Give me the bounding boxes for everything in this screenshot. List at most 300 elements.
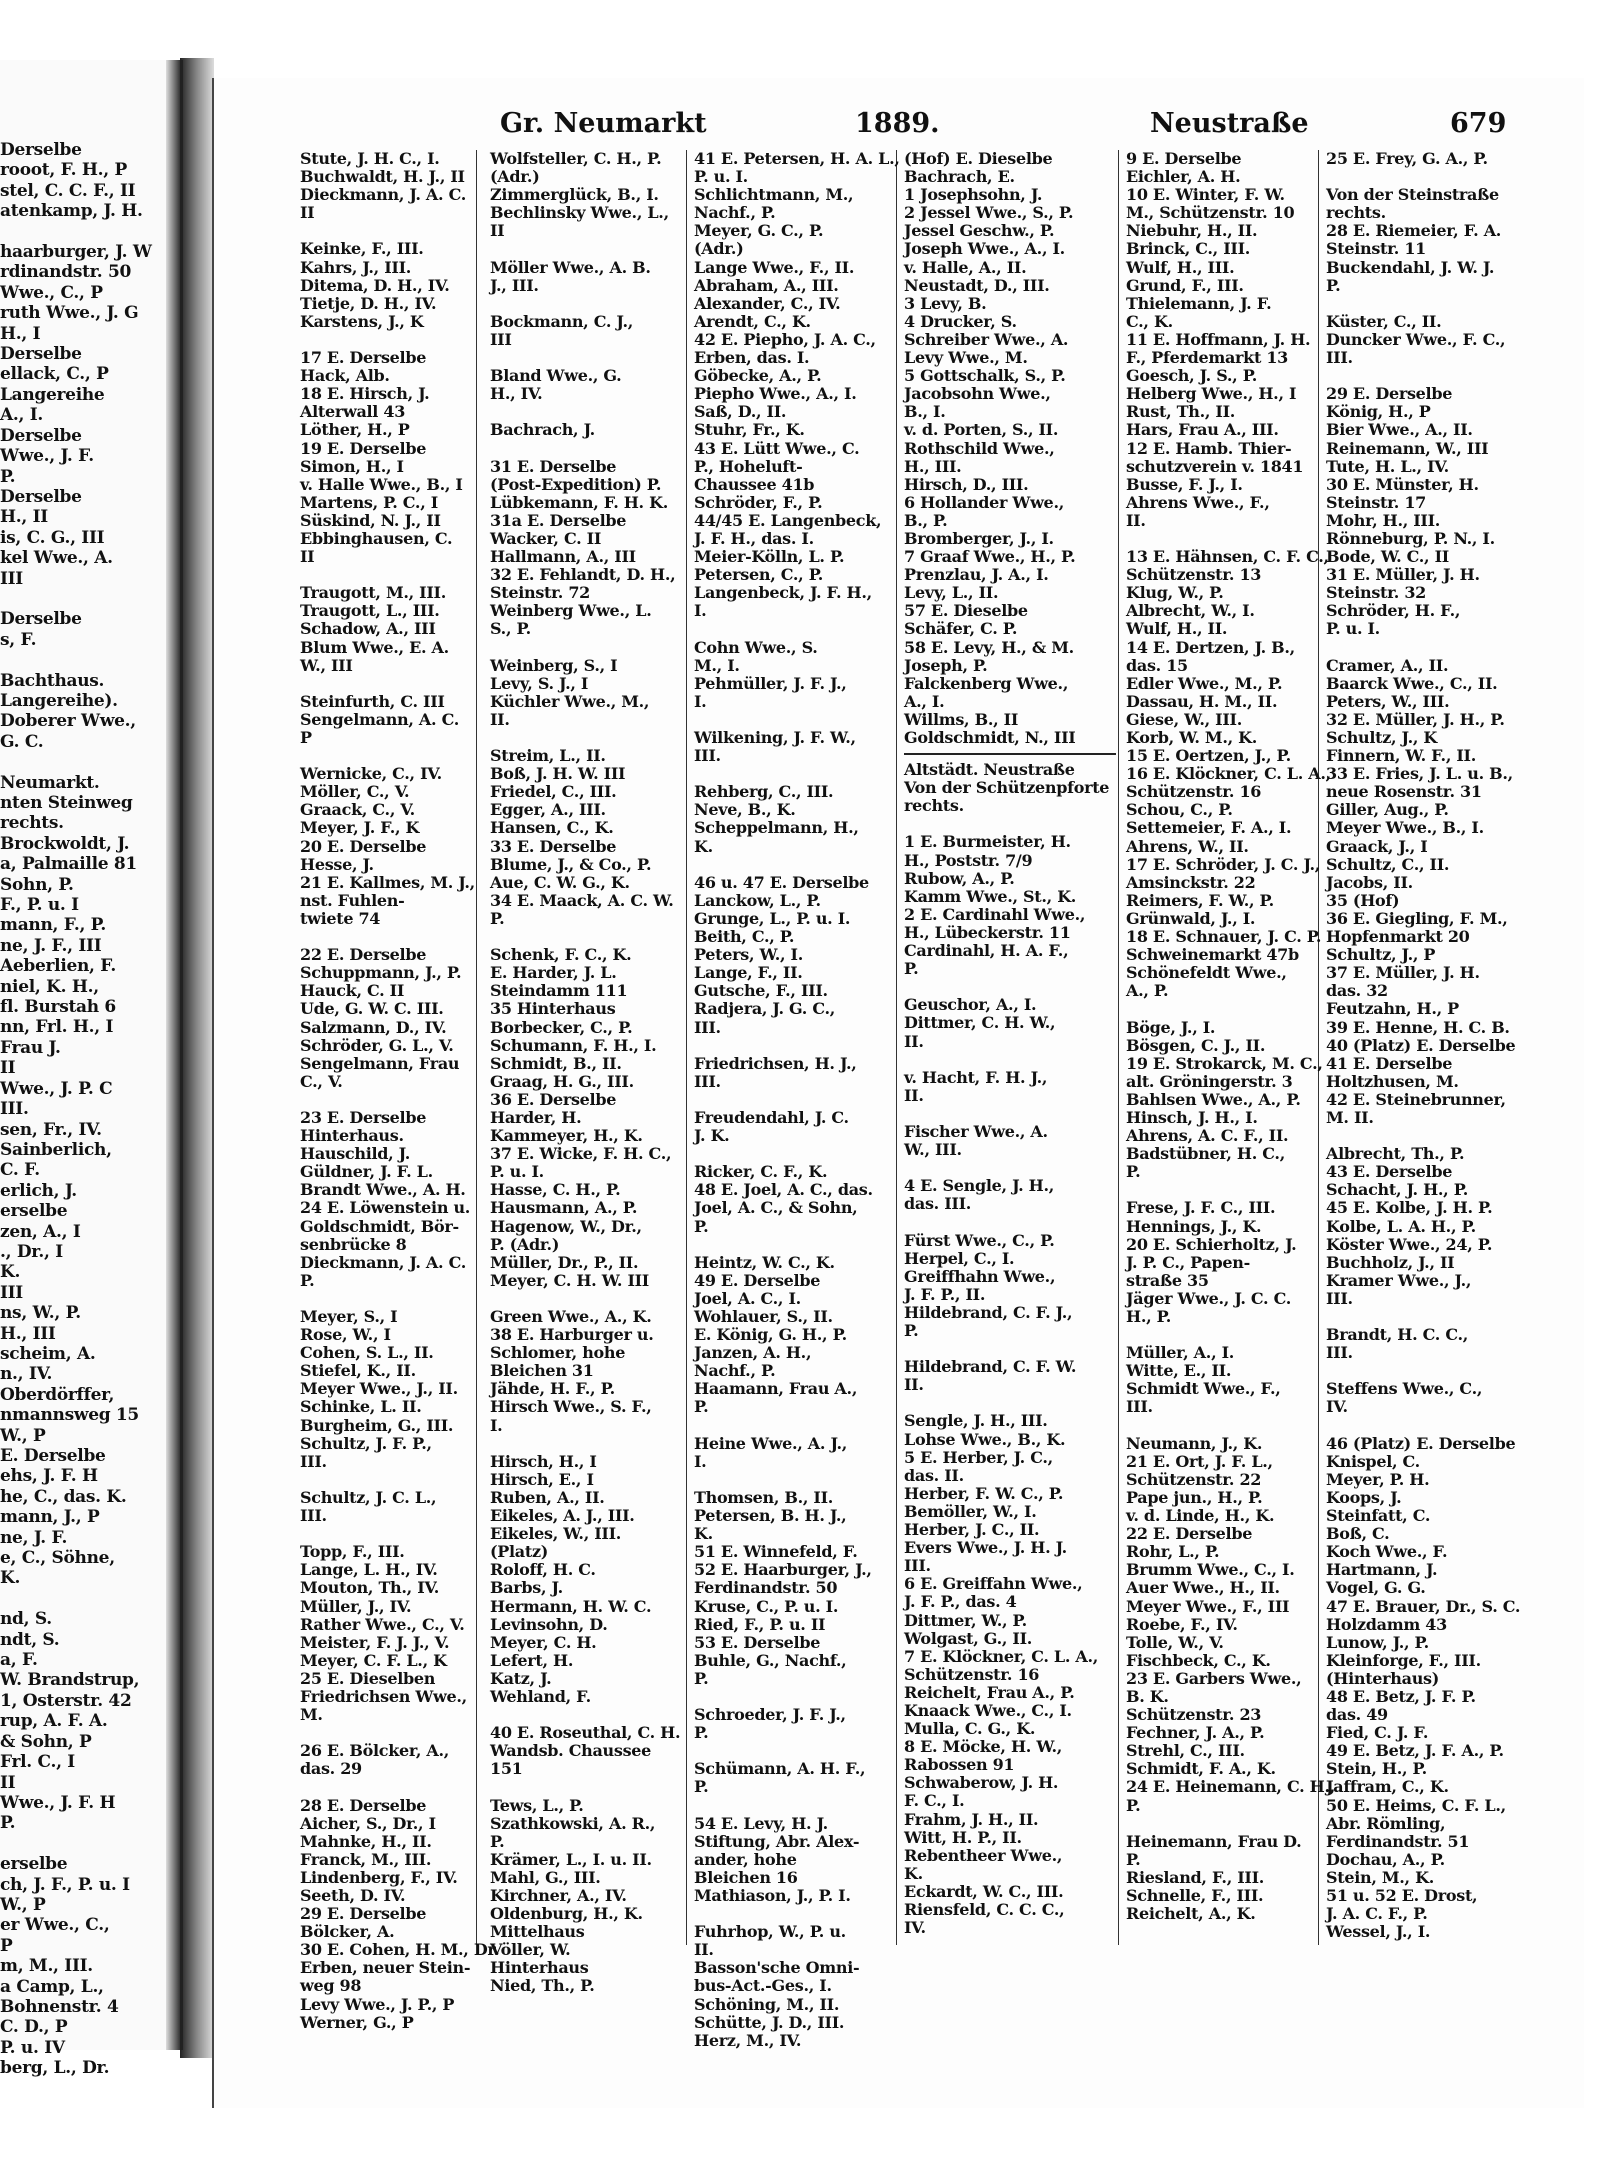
directory-entry: Joel, A. C., I.: [694, 1288, 801, 1308]
directory-entry: 16 E. Klöckner, C. L. A.,: [1126, 764, 1331, 784]
directory-entry: Sengelmann, Frau: [300, 1053, 460, 1073]
directory-entry: 4 E. Sengle, J. H.,: [904, 1176, 1055, 1196]
directory-entry: Goldschmidt, N., III: [904, 728, 1076, 747]
directory-entry: neue Rosenstr. 31: [1326, 782, 1482, 802]
directory-entry: Schadow, A., III: [300, 619, 436, 639]
directory-entry: Holtzhusen, M.: [1326, 1071, 1459, 1091]
directory-entry: Schacht, J. H., P.: [1326, 1180, 1469, 1200]
directory-entry: Harder, H.: [490, 1107, 582, 1127]
directory-entry: F. C., I.: [904, 1791, 965, 1811]
directory-entry: Greiffhahn Wwe.,: [904, 1266, 1056, 1286]
directory-entry: 1 Josephsohn, J.: [904, 185, 1043, 205]
directory-entry: J. F. P., II.: [904, 1284, 986, 1304]
directory-entry: Goesch, J. S., P.: [1126, 366, 1258, 386]
directory-entry: Chaussee 41b: [694, 474, 815, 494]
directory-entry: Buchholz, J., II: [1326, 1252, 1455, 1272]
directory-entry: Tews, L., P.: [490, 1795, 584, 1815]
directory-entry: 29 E. Derselbe: [300, 1904, 427, 1924]
directory-entry: Edler Wwe., M., P.: [1126, 673, 1283, 693]
directory-column-3: [694, 149, 900, 2050]
directory-entry: 32 E. Müller, J. H., P.: [1326, 709, 1505, 729]
directory-entry: 2 E. Cardinahl Wwe.,: [904, 904, 1086, 924]
directory-entry: Schützenstr. 23: [1126, 1705, 1262, 1725]
directory-entry: Niebuhr, H., II.: [1126, 221, 1258, 241]
directory-entry: 24 E. Heinemann, C. H.,: [1126, 1777, 1336, 1797]
directory-entry: Bachrach, J.: [490, 420, 595, 440]
directory-entry: Wilkening, J. F. W.,: [694, 728, 856, 747]
directory-entry: P. u. I.: [1326, 619, 1380, 639]
left-page-line: n., IV.: [0, 1364, 53, 1385]
directory-entry: P.: [904, 959, 919, 979]
left-page-line: ellack, C., P: [0, 364, 109, 385]
directory-entry: das. 15: [1126, 655, 1188, 675]
directory-entry: Schinke, L. II.: [300, 1397, 422, 1417]
directory-entry: 28 E. Derselbe: [300, 1795, 427, 1815]
directory-entry: 46 (Platz) E. Derselbe: [1326, 1433, 1516, 1453]
directory-entry: 51 E. Winnefeld, F.: [694, 1542, 858, 1562]
left-page-line: ., Dr., I: [0, 1241, 63, 1262]
directory-entry: P.: [694, 1668, 709, 1688]
directory-entry: P.: [1126, 1162, 1141, 1182]
left-page-line: P.: [0, 1813, 16, 1834]
directory-entry: Jessel Geschw., P.: [904, 221, 1055, 241]
directory-entry: Stiefel, K., II.: [300, 1361, 416, 1381]
directory-entry: [1126, 530, 1318, 548]
directory-entry: Hinsch, J. H., I.: [1126, 1107, 1258, 1127]
directory-entry: Riesland, F., III.: [1126, 1867, 1265, 1887]
directory-entry: 33 E. Fries, J. L. u. B.,: [1326, 764, 1513, 784]
left-page-line: nmannsweg 15: [0, 1405, 139, 1426]
directory-entry: Hauschild, J.: [300, 1144, 410, 1164]
left-page-line: rup, A. F. A.: [0, 1711, 108, 1732]
directory-entry: Schultz, C., II.: [1326, 854, 1450, 874]
left-page-line: Wwe., J. F. H: [0, 1792, 116, 1813]
directory-entry: 36 E. Giegling, F. M.,: [1326, 908, 1508, 928]
directory-entry: P., Hoheluft-: [694, 456, 803, 476]
directory-entry: Vogel, G. G.: [1326, 1578, 1426, 1598]
directory-entry: 11 E. Hoffmann, J. H.: [1126, 329, 1311, 349]
directory-entry: Schwaberow, J. H.: [904, 1773, 1059, 1793]
directory-entry: P.: [904, 1321, 919, 1340]
directory-entry: Dieckmann, J. A. C.: [300, 185, 467, 205]
directory-entry: II: [490, 221, 505, 241]
directory-entry: Baarck Wwe., C., II.: [1326, 673, 1498, 693]
directory-entry: Mohr, H., III.: [1326, 510, 1441, 530]
directory-entry: Albrecht, Th., P.: [1326, 1144, 1465, 1164]
left-page-line: Bachthaus.: [0, 670, 105, 691]
directory-entry: Friedrichsen Wwe.,: [300, 1686, 467, 1706]
directory-entry: Ried, F., P. u. II: [694, 1614, 826, 1634]
directory-column-2: [490, 149, 690, 1996]
directory-entry: 20 E. Schierholtz, J.: [1126, 1234, 1297, 1254]
header-street-right: Neustraße: [1150, 108, 1309, 139]
left-page-line: kel Wwe., A.: [0, 548, 113, 569]
directory-entry: Wulf, H., II.: [1126, 619, 1228, 639]
directory-entry: Rebentheer Wwe.,: [904, 1845, 1063, 1865]
directory-entry: Bleichen 31: [490, 1361, 594, 1381]
directory-entry: Hennings, J., K.: [1126, 1216, 1262, 1236]
directory-entry: Wacker, C. II: [490, 528, 602, 548]
directory-entry: Reinemann, W., III: [1326, 438, 1489, 458]
directory-entry: Steindamm 111: [490, 981, 628, 1001]
directory-entry: Frahm, J. H., II.: [904, 1809, 1039, 1829]
directory-entry: 42 E. Piepho, J. A. C.,: [694, 329, 876, 349]
directory-entry: Nied, Th., P.: [490, 1976, 595, 1996]
directory-entry: [300, 1778, 484, 1796]
left-page-line: ch, J. F., P. u. I: [0, 1874, 130, 1895]
directory-entry: 5 E. Herber, J. C.,: [904, 1447, 1053, 1467]
directory-entry: Schöning, M., II.: [694, 1994, 840, 2014]
directory-entry: rechts.: [904, 796, 964, 816]
directory-entry: Pehmüller, J. F. J.,: [694, 673, 847, 693]
directory-entry: [694, 1797, 894, 1815]
directory-entry: Falckenberg Wwe.,: [904, 673, 1069, 693]
header-page-number: 679: [1450, 108, 1507, 139]
directory-entry: [300, 1290, 484, 1308]
directory-entry: [694, 620, 894, 638]
directory-entry: [490, 403, 690, 421]
directory-entry: Pape jun., H., P.: [1126, 1487, 1263, 1507]
left-page-line: Derselbe: [0, 344, 82, 365]
directory-entry: Steinstr. 17: [1326, 492, 1427, 512]
directory-entry: 17 E. Schröder, J. C. J.,: [1126, 854, 1321, 874]
directory-entry: III.: [300, 1451, 327, 1471]
directory-entry: Heinemann, Frau D.: [1126, 1831, 1302, 1851]
directory-entry: Lindenberg, F., IV.: [300, 1867, 458, 1887]
directory-entry: [1126, 1326, 1318, 1344]
directory-entry: Ude, G. W. C. III.: [300, 999, 444, 1019]
left-page-line: H., II: [0, 507, 48, 528]
directory-entry: [694, 1688, 894, 1706]
directory-entry: Badstübner, H. C.,: [1126, 1144, 1285, 1164]
directory-entry: III.: [1326, 1343, 1353, 1363]
directory-entry: [490, 1706, 690, 1724]
directory-entry: III.: [694, 746, 721, 766]
directory-entry: [694, 1417, 894, 1435]
directory-entry: Schlichtmann, M.,: [694, 185, 854, 205]
section-divider: [904, 753, 1116, 755]
directory-entry: Lange Wwe., F., II.: [694, 257, 855, 277]
left-page-line: atenkamp, J. H.: [0, 201, 143, 222]
directory-entry: Ferdinandstr. 50: [694, 1578, 838, 1598]
directory-entry: [1126, 1000, 1318, 1018]
directory-entry: III.: [904, 1556, 931, 1576]
directory-entry: [1326, 1417, 1526, 1435]
directory-entry: Brinck, C., III.: [1126, 239, 1251, 259]
directory-entry: Werner, G., P: [300, 2012, 414, 2032]
directory-entry: III.: [1326, 1288, 1353, 1308]
directory-entry: Bahlsen Wwe., A., P.: [1126, 1089, 1301, 1109]
directory-entry: Hirsch, D., III.: [904, 474, 1029, 494]
directory-entry: Jaffram, C., K.: [1326, 1777, 1449, 1797]
directory-entry: das. II.: [904, 1465, 964, 1485]
directory-entry: Küchler Wwe., M.,: [490, 691, 650, 711]
left-page-line: [0, 650, 160, 670]
directory-entry: Dittmer, C. H. W.,: [904, 1013, 1056, 1033]
directory-entry: H., IV.: [490, 384, 543, 404]
directory-entry: Lange, L. H., IV.: [300, 1560, 438, 1580]
directory-entry: Stein, H., P.: [1326, 1759, 1427, 1779]
directory-entry: Ruben, A., II.: [490, 1487, 605, 1507]
directory-entry: [1326, 168, 1526, 186]
left-page-line: G. C.: [0, 731, 44, 752]
left-page-line: W., P: [0, 1425, 46, 1446]
directory-entry: 36 E. Derselbe: [490, 1089, 617, 1109]
left-page-line: Derselbe: [0, 425, 82, 446]
directory-entry: [694, 1091, 894, 1109]
directory-entry: 2 Jessel Wwe., S., P.: [904, 203, 1074, 223]
directory-entry: Thomsen, B., II.: [694, 1487, 834, 1507]
left-page-line: rooot, F. H., P: [0, 160, 127, 181]
directory-entry: Bechlinsky Wwe., L.,: [490, 203, 669, 223]
directory-entry: Fürst Wwe., C., P.: [904, 1230, 1055, 1250]
directory-entry: W., III: [300, 655, 353, 675]
directory-entry: Hartmann, J.: [1326, 1560, 1438, 1580]
directory-entry: Abraham, A., III.: [694, 275, 839, 295]
directory-entry: Reichelt, A., K.: [1126, 1904, 1256, 1924]
directory-entry: Schweinemarkt 47b: [1126, 945, 1299, 965]
directory-entry: Ricker, C. F., K.: [694, 1162, 828, 1182]
directory-entry: Meister, F. J. J., V.: [300, 1632, 450, 1652]
directory-entry: J. F. P., das. 4: [904, 1592, 1017, 1612]
directory-entry: H., Lübeckerstr. 11: [904, 922, 1071, 942]
directory-entry: 57 E. Dieselbe: [904, 601, 1028, 621]
left-page-line: P: [0, 1935, 13, 1956]
directory-entry: F., Pferdemarkt 13: [1126, 348, 1288, 368]
directory-entry: Frese, J. F. C., III.: [1126, 1198, 1276, 1218]
directory-entry: P.: [694, 1397, 709, 1417]
directory-entry: Hars, Frau A., III.: [1126, 420, 1279, 440]
directory-entry: 50 E. Heims, C. F. L.,: [1326, 1795, 1506, 1815]
directory-entry: Cramer, A., II.: [1326, 655, 1449, 675]
left-page-line: niel, K. H.,: [0, 976, 99, 997]
directory-entry: [300, 1471, 484, 1489]
directory-entry: Levy, S. J., I: [490, 673, 589, 693]
directory-entry: Hopfenmarkt 20: [1326, 927, 1470, 947]
directory-entry: 14 E. Dertzen, J. B.,: [1126, 637, 1295, 657]
directory-entry: [694, 1236, 894, 1254]
directory-entry: [490, 729, 690, 747]
directory-entry: Herber, F. W. C., P.: [904, 1483, 1064, 1503]
left-page-line: Frau J.: [0, 1037, 61, 1058]
directory-entry: Wolfsteller, C. H., P.: [490, 149, 662, 168]
directory-entry: Schützenstr. 22: [1126, 1469, 1262, 1489]
directory-entry: P. u. I.: [490, 1162, 544, 1182]
directory-entry: Traugott, M., III.: [300, 583, 446, 603]
directory-entry: Lanckow, L., P.: [694, 890, 821, 910]
directory-entry: Fechner, J. A., P.: [1126, 1723, 1265, 1743]
directory-entry: bus-Act.-Ges., I.: [694, 1976, 832, 1996]
header-year: 1889.: [855, 108, 940, 139]
directory-entry: Rather Wwe., C., V.: [300, 1614, 465, 1634]
directory-entry: [1326, 1362, 1526, 1380]
directory-entry: [300, 928, 484, 946]
directory-entry: Mouton, Th., IV.: [300, 1578, 439, 1598]
directory-entry: K.: [694, 1524, 713, 1544]
directory-entry: Burgheim, G., III.: [300, 1415, 454, 1435]
directory-entry: Korb, W. M., K.: [1126, 728, 1258, 747]
directory-entry: Schmidt, F. A., K.: [1126, 1759, 1276, 1779]
directory-entry: Ahrens, A. C. F., II.: [1126, 1126, 1289, 1146]
directory-entry: K.: [904, 1863, 923, 1883]
directory-entry: 29 E. Derselbe: [1326, 384, 1453, 404]
directory-entry: [300, 1724, 484, 1742]
left-page-line: rdinandstr. 50: [0, 262, 132, 283]
left-page-line: Langereihe).: [0, 690, 118, 711]
directory-entry: Schönefeldt Wwe.,: [1126, 963, 1287, 983]
directory-entry: J. P. C., Papen-: [1126, 1252, 1250, 1272]
directory-entry: Aicher, S., Dr., I: [300, 1813, 436, 1833]
directory-entry: P.: [490, 908, 505, 928]
directory-entry: Eikeles, A. J., III.: [490, 1506, 635, 1526]
directory-entry: Hinterhaus.: [300, 1126, 404, 1146]
directory-entry: P.: [1126, 1849, 1141, 1869]
directory-entry: Alterwall 43: [300, 402, 406, 422]
left-page-line: he, C., das. K.: [0, 1486, 127, 1507]
directory-entry: Schröder, H. F.,: [1326, 601, 1461, 621]
directory-entry: Rabossen 91: [904, 1755, 1015, 1775]
directory-entry: Bode, W. C., II: [1326, 547, 1449, 567]
directory-entry: Mahl, G., III.: [490, 1867, 601, 1887]
directory-entry: III.: [300, 1506, 327, 1526]
page-header: [280, 108, 1507, 148]
directory-entry: Oldenburg, H., K.: [490, 1904, 643, 1924]
directory-entry: S., P.: [490, 619, 531, 639]
directory-entry: Kolbe, L. A. H., P.: [1326, 1216, 1476, 1236]
directory-entry: Schultz, J. F. P.,: [300, 1433, 432, 1453]
directory-entry: [694, 1905, 894, 1923]
directory-entry: Schumann, F. H., I.: [490, 1035, 657, 1055]
directory-entry: [1326, 295, 1526, 313]
directory-entry: Tute, H. L., IV.: [1326, 456, 1449, 476]
directory-entry: Klug, W., P.: [1126, 583, 1224, 603]
directory-entry: M., Schützenstr. 10: [1126, 203, 1295, 223]
directory-entry: C., K.: [1126, 311, 1173, 331]
directory-entry: Kahrs, J., III.: [300, 257, 412, 277]
directory-entry: [1326, 1308, 1526, 1326]
left-page-line: berg, L., Dr.: [0, 2058, 110, 2079]
directory-entry: Hirsch Wwe., S. F.,: [490, 1397, 652, 1417]
directory-entry: Jähde, H. F., P.: [490, 1379, 615, 1399]
directory-entry: [300, 747, 484, 765]
directory-entry: 23 E. Garbers Wwe.,: [1126, 1668, 1302, 1688]
directory-entry: v. Halle Wwe., B., I: [300, 474, 463, 494]
directory-entry: 151: [490, 1759, 523, 1779]
left-page-line: Sainberlich,: [0, 1139, 112, 1160]
directory-entry: Güldner, J. F. L.: [300, 1162, 433, 1182]
directory-entry: Hildebrand, C. F. J.,: [904, 1302, 1073, 1322]
directory-entry: 18 E. Schnauer, J. C. P.: [1126, 927, 1322, 947]
directory-entry: Mathiason, J., P. I.: [694, 1886, 851, 1905]
directory-entry: Schou, C., P.: [1126, 800, 1233, 820]
left-page-line: Frl. C., I: [0, 1752, 75, 1773]
directory-entry: Wessel, J., I.: [1326, 1922, 1431, 1942]
directory-entry: Graack, C., V.: [300, 800, 415, 820]
directory-entry: 8 E. Möcke, H. W.,: [904, 1737, 1063, 1757]
directory-entry: Meyer, C. F. L., K: [300, 1650, 447, 1670]
left-page-line: nd, S.: [0, 1609, 52, 1630]
directory-entry: 21 E. Kallmes, M. J.,: [300, 872, 475, 892]
directory-entry: II.: [904, 1375, 924, 1395]
directory-column-6: [1326, 150, 1526, 1950]
directory-entry: [1326, 367, 1526, 385]
directory-entry: Amsinckstr. 22: [1126, 872, 1256, 892]
directory-entry: v. Hacht, F. H. J.,: [904, 1067, 1048, 1087]
directory-entry: Ferdinandstr. 51: [1326, 1831, 1470, 1851]
directory-entry: [904, 1051, 1116, 1069]
directory-entry: [490, 1290, 690, 1308]
directory-entry: Geuschor, A., I.: [904, 995, 1037, 1015]
directory-entry: Schlomer, hohe: [490, 1343, 626, 1363]
directory-entry: Bier Wwe., A., II.: [1326, 420, 1473, 440]
directory-entry: Hallmann, A., III: [490, 547, 636, 567]
directory-entry: Joseph Wwe., A., I.: [904, 239, 1065, 259]
directory-entry: Fischer Wwe., A.: [904, 1121, 1048, 1141]
directory-entry: Lohse Wwe., B., K.: [904, 1429, 1066, 1449]
directory-entry: Cohn Wwe., S.: [694, 637, 818, 657]
left-page-line: e, C., Söhne,: [0, 1548, 115, 1569]
left-page-line: P.: [0, 466, 16, 487]
directory-entry: [694, 1037, 894, 1055]
left-page-line: Doberer Wwe.,: [0, 711, 136, 732]
directory-entry: II.: [904, 1085, 924, 1105]
directory-entry: Schultz, J., K: [1326, 728, 1438, 747]
directory-entry: das. 29: [300, 1759, 362, 1779]
directory-entry: Basson'sche Omni-: [694, 1958, 860, 1978]
directory-entry: Meyer, C. H. W. III: [490, 1270, 649, 1290]
directory-entry: III.: [694, 1071, 721, 1091]
directory-entry: Müller, J., IV.: [300, 1596, 412, 1616]
left-page-line: ehs, J. F. H: [0, 1466, 98, 1487]
directory-entry: III.: [1326, 348, 1353, 368]
left-page-line: C. F.: [0, 1160, 40, 1181]
directory-entry: I.: [694, 601, 707, 621]
directory-column-4: [904, 150, 1116, 1950]
directory-entry: Herz, M., IV.: [694, 2030, 802, 2050]
directory-entry: das. III.: [904, 1194, 972, 1214]
left-page-line: Bohnenstr. 4: [0, 1996, 119, 2017]
directory-entry: II: [300, 547, 315, 567]
directory-entry: Brandt, H. C. C.,: [1326, 1325, 1469, 1345]
directory-entry: Süskind, N. J., II: [300, 510, 441, 530]
directory-entry: J., III.: [490, 275, 539, 295]
directory-entry: (Post-Expedition) P.: [490, 474, 662, 494]
directory-entry: Fuhrhop, W., P. u.: [694, 1922, 846, 1942]
directory-entry: weg 98: [300, 1976, 362, 1996]
directory-entry: Nachf., P.: [694, 203, 776, 223]
directory-entry: B., I.: [904, 402, 946, 422]
directory-entry: Roebe, F., IV.: [1126, 1614, 1238, 1634]
directory-entry: Dassau, H. M., II.: [1126, 691, 1278, 711]
directory-entry: Reichelt, Frau A., P.: [904, 1682, 1075, 1702]
directory-entry: Wulf, H., III.: [1126, 257, 1235, 277]
directory-entry: straße 35: [1126, 1270, 1209, 1290]
directory-entry: E. König, G. H., P.: [694, 1325, 847, 1345]
directory-entry: I.: [694, 1451, 707, 1471]
left-page-line: ruth Wwe., J. G: [0, 303, 139, 324]
directory-entry: Kruse, C., P. u. I.: [694, 1596, 839, 1616]
directory-entry: Auer Wwe., H., II.: [1126, 1578, 1280, 1598]
directory-entry: [694, 1145, 894, 1163]
directory-entry: Albrecht, W., I.: [1126, 601, 1255, 621]
directory-entry: Weinberg, S., I: [490, 655, 618, 675]
directory-entry: 49 E. Derselbe: [694, 1270, 821, 1290]
directory-entry: Giese, W., III.: [1126, 709, 1242, 729]
directory-entry: Peters, W., III.: [1326, 691, 1450, 711]
directory-entry: Völler, W.: [490, 1940, 571, 1960]
directory-entry: (Hinterhaus): [1326, 1668, 1440, 1688]
directory-entry: Kirchner, A., IV.: [490, 1886, 627, 1905]
